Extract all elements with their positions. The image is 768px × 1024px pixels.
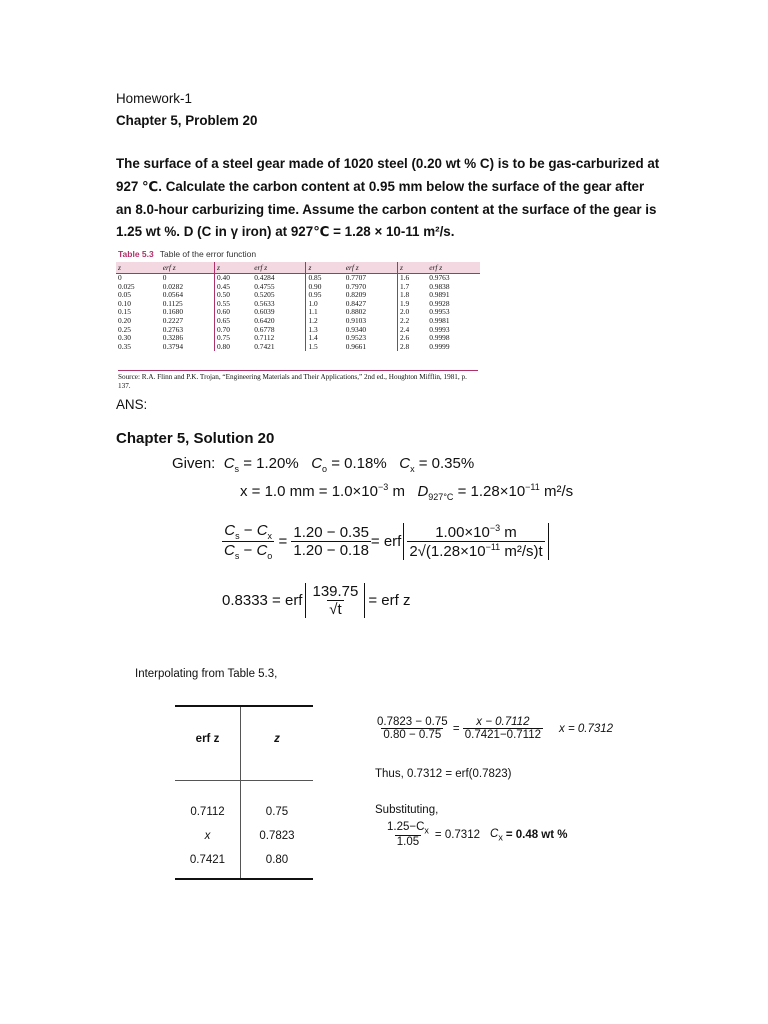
table-cell: 1.6: [397, 274, 427, 283]
table-cell: 2.8: [397, 343, 427, 352]
table-cell: 1.1: [306, 308, 344, 317]
table-cell: 0.70: [214, 326, 252, 335]
problem-line-4: 1.25 wt %. D (C in γ iron) at 927℃ = 1.28 × 10-11 m²/s.: [116, 224, 455, 239]
table-cell: 0.9953: [429, 307, 450, 317]
table-cell: 0.20: [118, 315, 131, 325]
erf-bracket: $\frac{1.00\times 10^{-3} m}{2√(1.28\times 10^{-11} m^2/s)t}$: [403, 523, 548, 560]
table-cell: 0.9993: [429, 324, 450, 334]
table-cell: 0.30: [118, 333, 131, 343]
table-cell: 0.7970: [345, 281, 367, 291]
given-d-sub: 927°C: [428, 492, 454, 502]
interp-cell: 0.80: [265, 854, 289, 866]
table-cell: 0.5633: [254, 298, 275, 308]
given-label: Given:: [172, 455, 216, 472]
table-cell: 0: [118, 273, 122, 282]
eq2-rhs: = erf z: [368, 592, 411, 609]
table-cell: 0.9523: [345, 333, 367, 343]
table-cell: 0.4755: [254, 281, 275, 291]
table-cell: 0.0564: [162, 290, 184, 300]
eq2-bracket: $\frac{139.75}{√t}$: [305, 583, 365, 618]
table-cell: 0.60: [214, 308, 252, 317]
problem-line-3: an 8.0-hour carburizing time. Assume the carbon content at the surface of the gear is: [116, 202, 657, 217]
table-cell: 2.6: [397, 334, 427, 343]
final-answer: = 0.48 wt %: [505, 828, 568, 841]
table-cell: 0.3794: [162, 341, 184, 351]
table-cell: 0.75: [214, 334, 252, 343]
solution-title: Chapter 5, Solution 20: [116, 430, 275, 447]
problem-line-1: The surface of a steel gear made of 1020 steel (0.20 wt % C) is to be gas-carburized at: [116, 156, 660, 171]
table-cell: 0.025: [118, 281, 135, 291]
table-cell: 0.35: [118, 341, 131, 351]
table-cell: 0.8802: [345, 307, 367, 317]
erf-label: = erf: [370, 533, 402, 550]
table-cell: 0.6420: [254, 315, 275, 325]
table-cell: 0.10: [118, 298, 131, 308]
table-cell: 0.95: [306, 291, 344, 300]
table-cell: 1.4: [306, 334, 344, 343]
given-d-val: = 1.28×10: [457, 483, 526, 500]
table-cell: 0.9999: [429, 341, 450, 351]
table-label: Table 5.3: [118, 249, 154, 259]
table-cell: 1.0: [306, 300, 344, 309]
table-cell: 0.9981: [429, 315, 450, 325]
table-cell: 0.2227: [162, 315, 184, 325]
table-row: [116, 343, 480, 352]
interp-equation: $\frac{0.7823 - 0.75}{0.80 - 0.75}$ = $\frac{x - 0.7112}{0.7421-0.7112}$ x = 0.7312: [377, 716, 614, 741]
given-d-unit: m²/s: [543, 483, 574, 500]
interp-mid-rule: [175, 780, 313, 781]
table-cell: 0: [162, 273, 167, 282]
table-source: Source: R.A. Flinn and P.K. Trojan, “Engineering Materials and Their Applications,” 2nd ed., Houghton Mifflin, 1981, p. 137.: [118, 370, 478, 391]
given-x: x = 1.0 mm = 1.0×10: [240, 483, 378, 500]
interp-top-rule: [175, 705, 313, 707]
table-cell: 0.55: [214, 300, 252, 309]
table-cell: 0.85: [306, 274, 344, 283]
table-cell: 0.2763: [162, 324, 184, 334]
table-cell: 0.25: [118, 324, 131, 334]
table-body: [116, 274, 480, 352]
table-cell: 1.5: [306, 343, 344, 352]
table-cell: 0.8427: [345, 298, 367, 308]
table-cell: 0.4284: [254, 273, 275, 282]
header-z: z: [116, 262, 161, 274]
table-cell: 2.4: [397, 326, 427, 335]
table-cell: 0.1125: [162, 298, 183, 308]
homework-title: Homework-1: [116, 91, 192, 106]
interp-result: x = 0.7312: [559, 722, 614, 735]
table-cell: 0.7707: [345, 273, 367, 282]
table-cell: 0.5205: [254, 290, 275, 300]
header-erfz: erf z: [427, 262, 480, 274]
table-cell: 0.05: [118, 290, 131, 300]
table-cell: 0.65: [214, 317, 252, 326]
given-d: D: [417, 483, 429, 500]
interp-header-z: z: [274, 733, 280, 745]
interp-cell: x: [204, 830, 211, 842]
given-cx: = 0.35%: [418, 455, 475, 472]
given-co: = 0.18%: [331, 455, 387, 472]
table-cell: 0.8209: [345, 290, 367, 300]
thus-line: Thus, 0.7312 = erf(0.7823): [375, 768, 512, 780]
header-z: z: [397, 262, 427, 274]
table-cell: 0.45: [214, 283, 252, 292]
table-cell: 1.7: [397, 283, 427, 292]
table-cell: 0.9891: [429, 290, 450, 300]
ans-label: ANS:: [116, 397, 148, 412]
interp-label: Interpolating from Table 5.3,: [135, 668, 278, 680]
table-header-row: [116, 262, 480, 274]
final-equation: $\frac{1.25-C_x}{1.05}$ = 0.7312 $C_x$ = 0.48 wt %: [387, 821, 568, 849]
equation-1: $\frac{C_s - C_x}{C_s - C_o}$ = $\frac{1.20 - 0.35}{1.20 - 0.18}$ = erf $\frac{1.00\times 10^{-3} m}{2√(1.28\times 10^{-11} m^2/s)t}$: [222, 522, 549, 561]
table-cell: 0.40: [214, 274, 252, 283]
error-function-table: [116, 262, 480, 351]
substituting-label: Substituting,: [375, 804, 439, 816]
table-caption: Table of the error function: [159, 249, 257, 259]
interp-cell: 0.7823: [259, 830, 295, 842]
value-fraction: $\frac{1.20 - 0.35}{1.20 - 0.18}$: [293, 524, 369, 559]
header-erfz: erf z: [161, 262, 215, 274]
table-cell: 0.1680: [162, 307, 184, 317]
table-cell: 2.0: [397, 308, 427, 317]
table-cell: 0.9928: [429, 298, 450, 308]
table-cell: 0.90: [306, 283, 344, 292]
table-cell: 0.9998: [429, 333, 450, 343]
table-cell: 0.3286: [162, 333, 184, 343]
header-erfz: erf z: [252, 262, 306, 274]
interp-bottom-rule: [175, 878, 313, 880]
interp-cell: 0.7421: [189, 854, 226, 866]
given-cs: = 1.20%: [243, 455, 299, 472]
header-z: z: [306, 262, 344, 274]
table-cell: 0.50: [214, 291, 252, 300]
table-cell: 0.9763: [429, 273, 450, 282]
given-line: Given: $C_s = 1.20\%$ $C_o = 0.18\%$ $C_x = 0.35\%$: [172, 455, 475, 474]
table-cell: 1.8: [397, 291, 427, 300]
table-title: [118, 249, 256, 259]
eq2-lhs: 0.8333 = erf: [222, 592, 303, 609]
given-x-unit: m: [392, 483, 405, 500]
table-cell: 1.3: [306, 326, 344, 335]
table-cell: 0.9103: [345, 315, 367, 325]
problem-line-2: 927 ℃. Calculate the carbon content at 0.95 mm below the surface of the gear after: [116, 179, 645, 194]
table-cell: 1.2: [306, 317, 344, 326]
interp-cell: 0.7112: [190, 806, 225, 818]
table-cell: 0.0282: [162, 281, 184, 291]
concentration-fraction: $\frac{C_s - C_x}{C_s - C_o}$: [224, 522, 273, 561]
chapter-problem-title: Chapter 5, Problem 20: [116, 113, 258, 128]
table-cell: 2.2: [397, 317, 427, 326]
table-cell: 0.6039: [254, 307, 275, 317]
table-cell: 1.9: [397, 300, 427, 309]
table-cell: 0.7421: [254, 341, 275, 351]
table-cell: 0.6778: [254, 324, 275, 334]
interp-header-erfz: erf z: [195, 733, 220, 745]
table-cell: 0.9838: [429, 281, 450, 291]
interp-cell: 0.75: [265, 806, 289, 818]
header-erfz: erf z: [344, 262, 398, 274]
table-cell: 0.7112: [254, 333, 275, 343]
header-z: z: [214, 262, 252, 274]
table-cell: 0.80: [214, 343, 252, 352]
table-cell: 0.9661: [345, 341, 367, 351]
table-cell: 0.15: [118, 307, 131, 317]
equation-2: [222, 583, 410, 618]
given-x-line: x = 1.0 mm = $1.0\times 10^{-3}$ m $D_{927^\circ C} = 1.28\times 10^{-11}$ m²/s: [240, 482, 574, 502]
table-cell: 0.9340: [345, 324, 367, 334]
